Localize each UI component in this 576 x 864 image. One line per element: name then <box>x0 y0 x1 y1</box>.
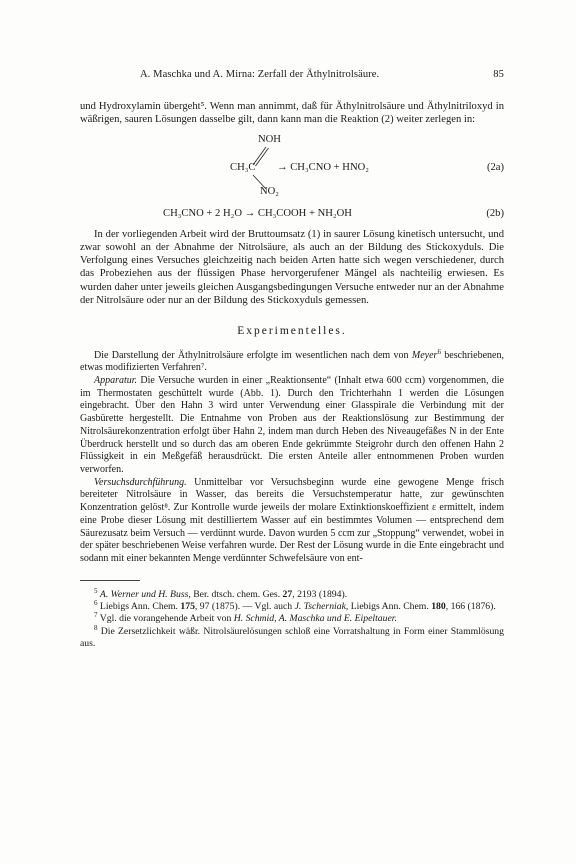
footnote-5: $^5$ A. Werner und H. Buss, Ber. dtsch. chem. Ges. 27, 2193 (1894). <box>94 586 348 600</box>
eq-label-2b: (2b) <box>486 207 504 219</box>
equation-2b <box>80 207 504 224</box>
paragraph-1: In der vorliegenden Arbeit wird der Bruttoumsatz (1) in saurer Lösung kinetisch untersucht, und zwar sowohl an der Abnahme der Nitrolsäure, als auch an der Bildung des Stickoxyduls. Die Verfolgung eines Versuches gleichzeitig nach beiden Arten hatte sich wegen verschiedener, durch das Probeziehen aus der flüssigen Phase hervorgerufener Mängel als nachteilig erwiesen. Es wurden daher unter jeweils gleichen Ausgangsbedingungen Versuche entweder nur an der Abnahme der Nitrolsäure oder nur an der Bildung des Stickoxyduls gemessen. <box>80 228 504 307</box>
eq-2b-text: CH₃CNO + 2 H₂O → CH₃COOH + NH₂OH <box>163 207 352 219</box>
eq-label-2a: (2a) <box>486 161 504 173</box>
footnote-8: $^8$ Die Zersetzlichkeit wäßr. Nitrolsäurelösungen schloß eine Vorratshaltung in Form einer Stammlösung aus. <box>80 623 504 650</box>
section-title: Experimentelles. <box>237 325 347 338</box>
eq-rhs: → CH₃CNO + HNO₂ <box>277 161 369 173</box>
eq-noh: NOH <box>258 133 281 145</box>
page-number: 85 <box>493 69 504 80</box>
apparatur-label: Apparatur. <box>94 375 138 387</box>
eq-ch3c: CH₃C <box>230 161 256 173</box>
eq-no2: NO₂ <box>260 185 279 197</box>
running-title: A. Maschka und A. Mirna: Zerfall der Äthylnitrolsäure. <box>140 69 380 80</box>
footnote-6: $^6$ Liebigs Ann. Chem. 175, 97 (1875). — Vgl. auch J. Tscherniak, Liebigs Ann. Chem. 180, 166 (1876). <box>94 599 496 613</box>
intro-paragraph: und Hydroxylamin übergeht⁵. Wenn man annimmt, daß für Äthylnitrolsäure und Äthylnitriloxyd in wäßrigen, sauren Lösungen dasselbe gilt, dann kann man die Reaktion (2) weiter zerlegen in: <box>80 101 504 126</box>
equation-2a <box>80 131 504 199</box>
durchfuehrung-label: Versuchsdurchführung. <box>94 476 187 488</box>
exp-paragraph-1: Die Darstellung der Äthylnitrolsäure erfolgte im wesentlichen nach dem von Meyer$^6$ beschriebenen, etwas modifizierten Verfahren⁷. <box>80 347 504 374</box>
body-text <box>80 100 504 651</box>
exp-paragraph-durchfuehrung: Versuchsdurchführung. Unmittelbar vor Versuchsbeginn wurde eine gewogene Menge frisch bereiteter Nitrolsäure in Wasser, das bereits die Versuchstemperatur hatte, zur gewünschten Konzentration gelöst⁸. Zur Kontrolle wurde jeweils der molare Extinktionskoeffizient ε ermittelt, indem eine Probe dieser Lösung mit destilliertem Wasser auf ein bestimmtes Volumen — entsprechend dem Säurezusatz beim Versuch — verdünnt wurde. Davon wurden 5 ccm zur „Stoppung“ verwendet, wobei in der später beschriebenen Weise verfahren wurde. Der Rest der Lösung wurde in die Ente eingebracht und sodann mit einer bekannten Menge verdünnter Schwefelsäure von ent- <box>80 476 504 564</box>
exp-paragraph-apparatur: Apparatur. Die Versuche wurden in einer „Reaktionsente“ (Inhalt etwa 600 ccm) vorgenommen, die im Thermostaten geschüttelt wurde (Abb. 1). Durch den Trichterhahn 1 werden die Lösungen eingebracht. Über den Hahn 3 wird unter Verwendung einer Glasspirale die Verbindung mit der Gasbürette hergestellt. Die Entnahme von Proben aus der Reaktionslösung zur Bestimmung der Nitrolsäurekonzentration erfolgt über Hahn 2, indem man durch Heben des Niveaugefäßes N in der Ente Überdruck herstellt und so durch das am oberen Ende gekrümmte Steigrohr durch den offenen Hahn 2 Flüssigkeit in ein Meßgefäß herausdrückt. Die ersten Anteile aller entnommenen Proben wurden verworfen. <box>80 375 504 475</box>
footnote-7: $^7$ Vgl. die vorangehende Arbeit von H. Schmid, A. Maschka und E. Eipeltauer. <box>94 611 397 625</box>
footnote-rule <box>80 580 140 581</box>
